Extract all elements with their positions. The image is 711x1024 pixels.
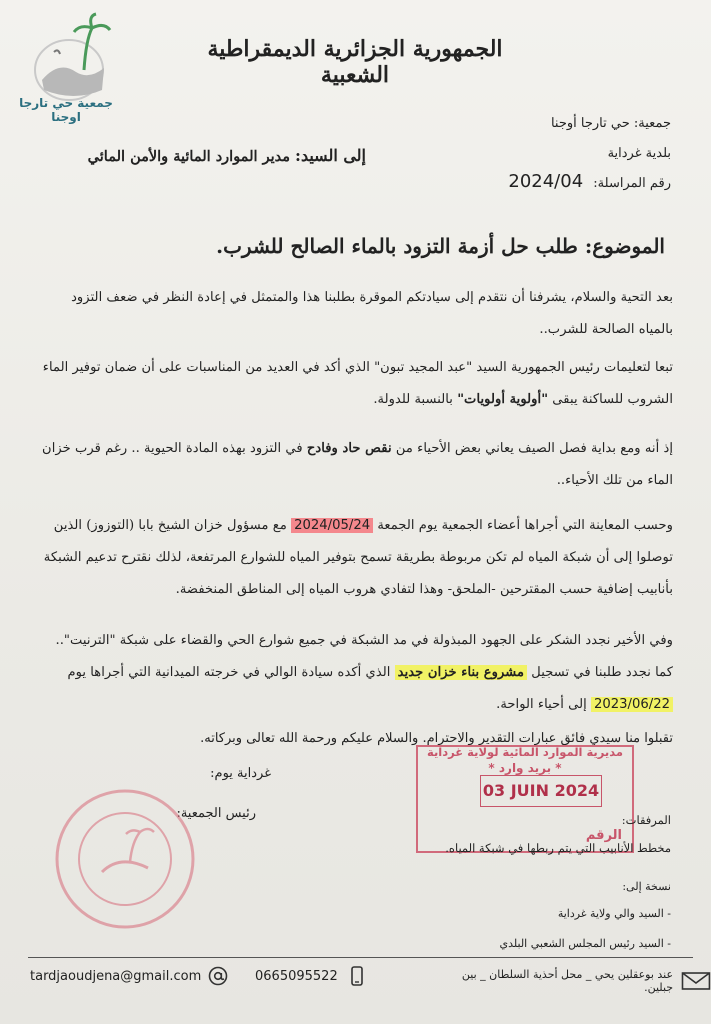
at-icon	[207, 965, 229, 987]
visit-date-highlight: 2023/06/22	[591, 697, 673, 712]
paragraph-text: إذ أنه ومع بداية فصل الصيف يعاني بعض الأحياء من	[395, 441, 673, 456]
paragraph-tank-request	[38, 657, 673, 721]
paragraph-text: وحسب المعاينة التي أجراها أعضاء الجمعية يوم الجمعة	[377, 518, 673, 533]
correspondence-label: رقم المراسلة:	[593, 176, 671, 191]
association-round-stamp	[50, 784, 200, 934]
shortage-emphasis: نقص حاد وفادح	[306, 441, 392, 456]
paragraph-text: الذي أكده سيادة الوالي في خرجته الميدانية التي أجراها يوم	[67, 665, 391, 680]
subject-line	[40, 234, 665, 258]
paragraph-text: بالنسبة للدولة.	[373, 392, 453, 407]
stamp-number-label: الرقم	[585, 828, 622, 843]
paragraph-presidential	[38, 352, 673, 416]
closing-line: تقبلوا منا سيدي فائق عبارات التقدير والاحترام. والسلام عليكم ورحمة الله تعالى وبركاته.	[200, 731, 673, 746]
republic-heading: الجمهورية الجزائرية الديمقراطية الشعبية	[207, 36, 503, 88]
copies-label: نسخة إلى:	[622, 880, 671, 893]
footer-divider	[28, 957, 693, 958]
inspection-date-highlight: 2024/05/24	[291, 518, 373, 533]
recipient-label: إلى السيد:	[295, 146, 366, 165]
copy-recipient-apc: - السيد رئيس المجلس الشعبي البلدي	[499, 937, 671, 950]
priority-emphasis: "أولوية أولويات"	[457, 392, 549, 407]
footer-phone	[255, 965, 368, 987]
subject-label: الموضوع:	[584, 234, 665, 258]
footer-email	[30, 965, 229, 987]
paragraph-inspection	[38, 510, 673, 606]
paragraph-text: في التزود بهذه المادة الحيوية .. رغم قرب خزان الماء من تلك الأحياء..	[42, 441, 673, 488]
phone-number: 0665095522	[255, 968, 338, 984]
envelope-icon	[681, 970, 711, 992]
attachments-label: المرفقات:	[621, 813, 671, 827]
paragraph-text: مع مسؤول خزان الشيخ بابا (التوزوز) الذين توصلوا إلى أن شبكة المياه لم تكن مربوطة بطريقة تسمح بتوفير المياه للشوارع المرتفعة، لذلك نقترح تدعيم الشبكة بأنابيب إضافية حسب المقترحين -الملحق- وهذا لتفادي هروب المياه إلى المناطق المنخفضة.	[43, 518, 673, 597]
association-name: جمعية: حي تارجا أوجنا	[550, 116, 671, 131]
paragraph-text: كما نجدد طلبنا في تسجيل	[531, 665, 673, 680]
subject-text: طلب حل أزمة التزود بالماء الصالح للشرب.	[216, 234, 578, 258]
stamp-date: 03 JUIN 2024	[480, 775, 602, 807]
email-address: tardjaoudjena@gmail.com	[30, 968, 202, 984]
mobile-phone-icon	[346, 965, 368, 987]
logo-caption: جمعية حي تارجا اوجنا	[19, 96, 113, 124]
paragraph-text: تبعا لتعليمات رئيس الجمهورية السيد "عبد المجيد تبون" الذي أكد في العديد من المناسبات على أن ضمان توفير الماء الشروب للساكنة يبقى	[42, 360, 673, 407]
recipient-value: مدير الموارد المائية والأمن المائي	[87, 148, 290, 165]
address-text: عند بوعقلين يحي _ محل أحذية السلطان _ بين جبلين.	[461, 968, 674, 994]
recipient-line	[36, 146, 366, 165]
paragraph-thanks: وفي الأخير نجدد الشكر على الجهود المبذولة في مد الشبكة في جميع شوارع الحي والقضاء على شبكة "الترنيت"..	[55, 633, 673, 648]
tank-project-highlight: مشروع بناء خزان جديد	[395, 665, 527, 680]
paragraph-shortage	[38, 433, 673, 497]
municipality-name: بلدية غرداية	[607, 146, 671, 161]
paragraph-text: إلى أحياء الواحة.	[496, 697, 587, 712]
copy-recipient-wali: - السيد والي ولاية غرداية	[557, 907, 671, 920]
correspondence-value: 2024/04	[508, 171, 584, 192]
correspondence-number	[508, 171, 671, 192]
attachments-text: مخطط الأنابيب التي يتم ربطها في شبكة المياه.	[445, 841, 671, 855]
stamp-incoming-mail: * بريد وارد *	[488, 761, 562, 775]
president-signature-label: رئيس الجمعية:	[176, 806, 256, 821]
footer-address	[430, 968, 711, 994]
date-line: غرداية يوم:	[210, 766, 271, 781]
stamp-directorate: مديرية الموارد المائية لولاية غرداية	[427, 745, 623, 759]
paragraph-greeting: بعد التحية والسلام، يشرفنا أن نتقدم إلى سيادتكم الموقرة بطلبنا هذا والمتمثل في إعادة النظر في ضعف التزود بالمياه الصالحة للشرب..	[71, 290, 673, 337]
attachments-block	[445, 806, 671, 862]
